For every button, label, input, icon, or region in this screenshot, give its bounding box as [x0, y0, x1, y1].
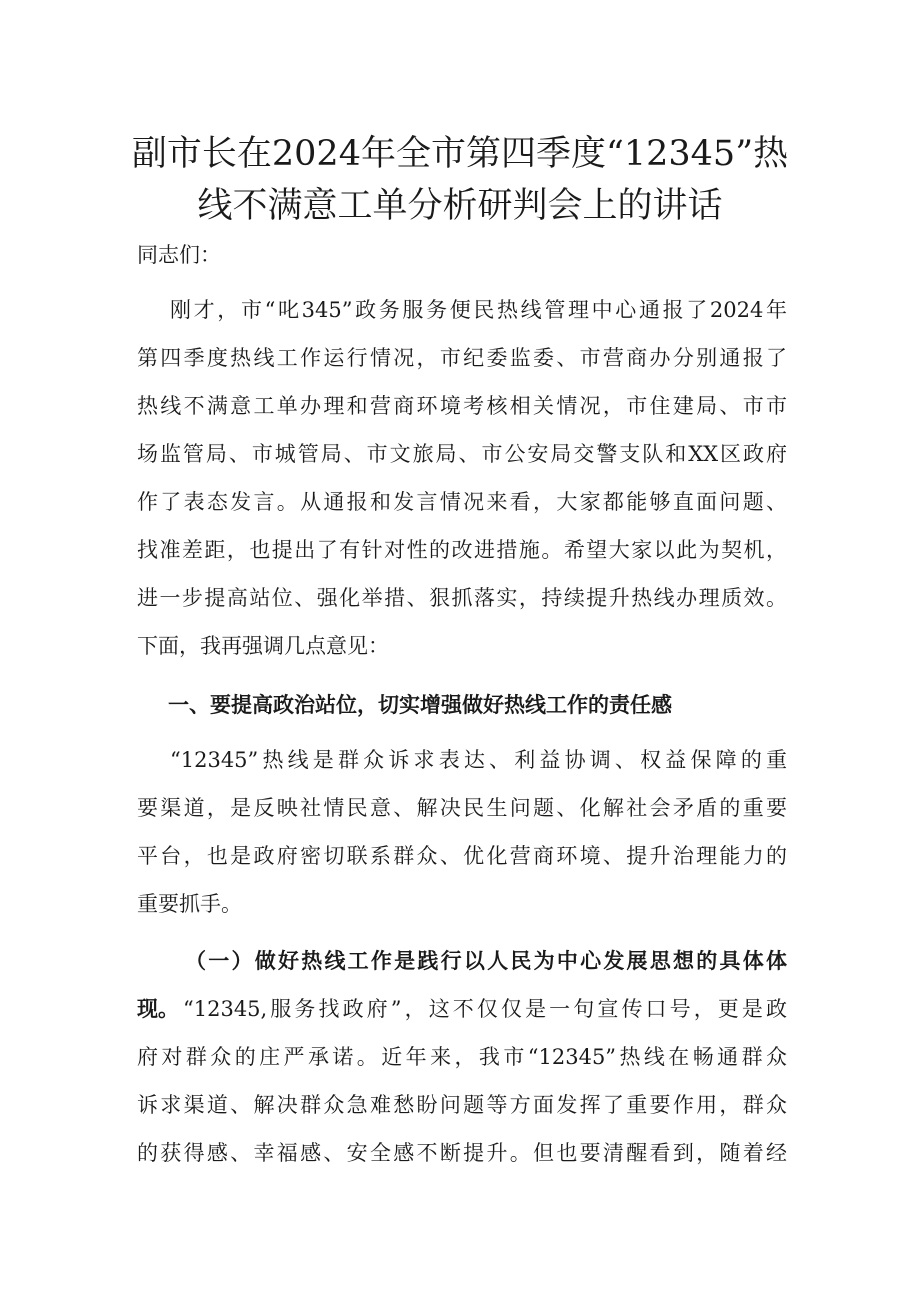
paragraph-line: 作了表态发言。从通报和发言情况来看，大家都能够直面问题、: [137, 490, 787, 514]
document-title-line-1: 副市长在2024年全市第四季度“12345”热: [131, 134, 789, 174]
paragraph-line: 要渠道，是反映社情民意、解决民生问题、化解社会矛盾的重要: [137, 796, 787, 820]
paragraph-line: 进一步提高站位、强化举措、狠抓落实，持续提升热线办理质效。: [137, 586, 787, 610]
paragraph-line: “12345”热线是群众诉求表达、利益协调、权益保障的重: [170, 748, 787, 772]
subheading-tail: 现。: [137, 996, 179, 1021]
paragraph-line-rest: “12345,服务找政府”，这不仅仅是一句宣传口号，更是政: [183, 997, 787, 1021]
paragraph-line-mixed: [137, 994, 787, 1024]
paragraph-line: 场监管局、市城管局、市文旅局、市公安局交警支队和XX区政府: [137, 442, 787, 466]
paragraph-line: 诉求渠道、解决群众急难愁盼问题等方面发挥了重要作用，群众: [137, 1093, 787, 1117]
paragraph-line: 的获得感、幸福感、安全感不断提升。但也要清醒看到，随着经: [137, 1141, 787, 1165]
paragraph-line: 重要抓手。: [137, 892, 242, 916]
paragraph-line: 找准差距，也提出了有针对性的改进措施。希望大家以此为契机，: [137, 538, 787, 562]
section-heading: 一、要提高政治站位，切实增强做好热线工作的责任感: [168, 692, 672, 717]
paragraph-line: 热线不满意工单办理和营商环境考核相关情况，市住建局、市市: [137, 394, 787, 418]
paragraph-line: 平台，也是政府密切联系群众、优化营商环境、提升治理能力的: [137, 844, 787, 868]
paragraph-line: 第四季度热线工作运行情况，市纪委监委、市营商办分别通报了: [137, 346, 787, 370]
paragraph-line: 刚才，市“叱345”政务服务便民热线管理中心通报了2024年: [170, 298, 787, 322]
salutation: 同志们：: [137, 243, 221, 267]
paragraph-line: 下面，我再强调几点意见：: [137, 634, 389, 658]
subheading-line: （一）做好热线工作是践行以人民为中心发展思想的具体体: [185, 948, 787, 973]
document-title-line-2: 线不满意工单分析研判会上的讲话: [197, 186, 723, 226]
paragraph-line: 府对群众的庄严承诺。近年来，我市“12345”热线在畅通群众: [137, 1045, 787, 1069]
